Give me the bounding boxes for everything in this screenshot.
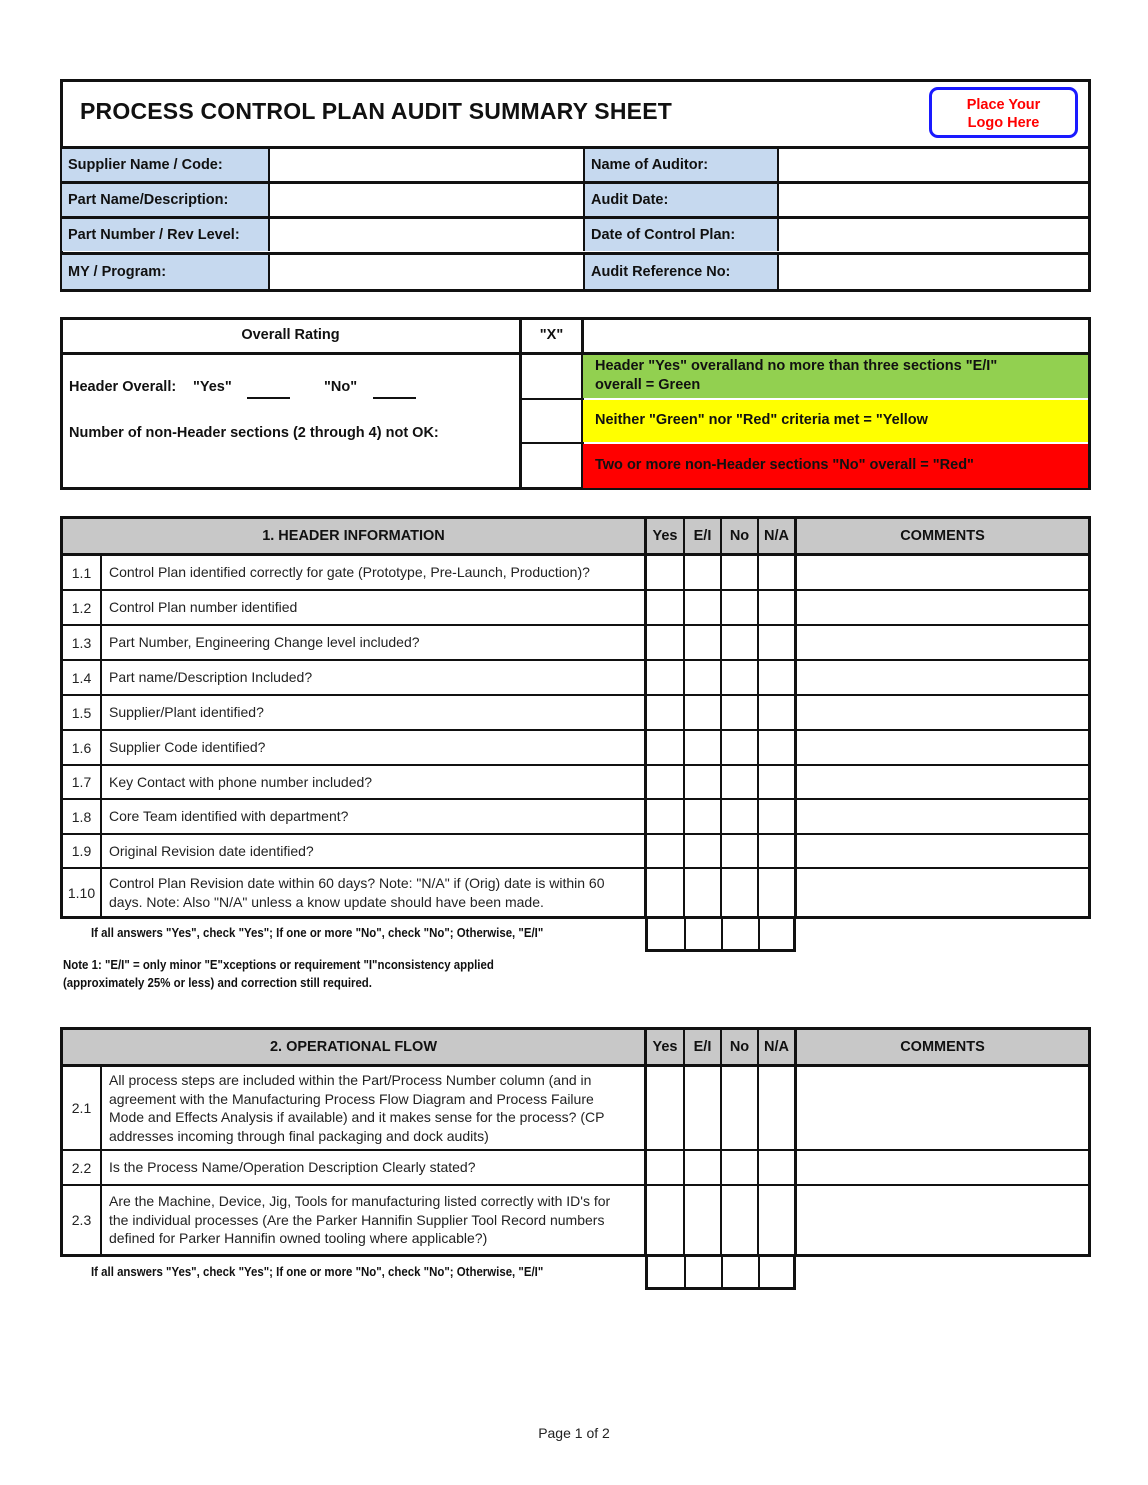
criteria-red-text: Two or more non-Header sections "No" overall = "Red" <box>595 457 974 473</box>
section-1-summary-boxes <box>645 917 796 952</box>
question-text: Original Revision date identified? <box>109 842 314 859</box>
criteria-green-line-2: overall = Green <box>595 377 701 393</box>
row-number: 2.3 <box>71 1212 92 1228</box>
non-header-sections-label: Number of non-Header sections (2 through 4) not OK: <box>69 425 439 441</box>
program-field[interactable] <box>270 255 583 289</box>
supplier-name-field[interactable] <box>270 149 583 181</box>
no-blank-line[interactable] <box>373 397 416 399</box>
question-text: Core Team identified with department? <box>109 808 349 825</box>
col-comments-header: COMMENTS <box>797 519 1088 553</box>
criteria-yellow <box>583 400 1088 442</box>
question-text: Control Plan number identified <box>109 599 298 616</box>
question-text: All process steps are included within the Part/Process Number column (and in agreement with the Manufacturing Process Flow Diagram and Process Failure Mode and Effects Analysis if available) and it makes sense for the process? (CP addresses incoming through final packaging and dock audits) <box>109 1072 605 1144</box>
control-plan-date-label: Date of Control Plan: <box>585 219 777 251</box>
info-row-1 <box>62 146 1089 181</box>
criteria-green-line-1: Header "Yes" overalland no more than three sections "E/I" <box>595 358 998 374</box>
x-column-header: "X" <box>539 327 564 343</box>
note-1-line-2: (approximately 25% or less) and correction still required. <box>63 975 372 990</box>
question-text: Control Plan identified correctly for gate (Prototype, Pre-Launch, Production)? <box>109 564 590 581</box>
part-name-label: Part Name/Description: <box>62 184 268 216</box>
logo-line-1: Place Your <box>966 97 1041 113</box>
question-text: Key Contact with phone number included? <box>109 773 373 790</box>
note-1-line-1: Note 1: "E/I" = only minor "E"xceptions or requirement "I"nconsistency applied <box>63 957 494 972</box>
info-row-2 <box>62 181 1089 216</box>
part-number-field[interactable] <box>270 219 583 251</box>
question-text: Part name/Description Included? <box>109 669 313 686</box>
col-yes-header: Yes <box>647 1030 683 1064</box>
question-text: Supplier/Plant identified? <box>109 704 264 721</box>
part-name-field[interactable] <box>270 184 583 216</box>
row-number: 1.1 <box>71 564 92 581</box>
info-row-4 <box>62 252 1089 289</box>
logo-line-2: Logo Here <box>967 115 1040 131</box>
audit-date-label: Audit Date: <box>585 184 777 216</box>
audit-reference-field[interactable] <box>779 255 1089 289</box>
row-number: 2.2 <box>71 1159 92 1176</box>
col-yes-header: Yes <box>647 519 683 553</box>
col-na-header: N/A <box>759 519 794 553</box>
col-na-header: N/A <box>759 1030 794 1064</box>
section-2-title: 2. OPERATIONAL FLOW <box>63 1030 644 1064</box>
part-number-label: Part Number / Rev Level: <box>62 219 268 251</box>
question-text: Control Plan Revision date within 60 days? Note: "N/A" if (Orig) date is within 60 days. Note: Also "N/A" unless a know update should have been made. <box>109 875 605 910</box>
auditor-name-field[interactable] <box>779 149 1089 181</box>
control-plan-date-field[interactable] <box>779 219 1089 251</box>
overall-rating-header: Overall Rating <box>241 327 340 343</box>
row-number: 1.3 <box>71 634 92 651</box>
header-overall-label: Header Overall: <box>69 379 177 395</box>
col-ei-header: E/I <box>685 1030 720 1064</box>
page-title: PROCESS CONTROL PLAN AUDIT SUMMARY SHEET <box>80 98 672 124</box>
auditor-name-label: Name of Auditor: <box>585 149 777 181</box>
yes-label: "Yes" <box>193 379 232 395</box>
question-text: Are the Machine, Device, Jig, Tools for manufacturing listed correctly with ID's for the individual processes (Are the Parker Hannifin Supplier Tool Record numbers defined for Parker Hannifin owned tooling where applicable?) <box>109 1193 611 1247</box>
row-number: 1.2 <box>71 599 92 616</box>
summary-yes-box[interactable] <box>648 1255 684 1287</box>
summary-na-box[interactable] <box>760 917 793 949</box>
page-number: Page 1 of 2 <box>538 1425 610 1441</box>
info-row-3 <box>62 216 1089 251</box>
question-text: Is the Process Name/Operation Description Clearly stated? <box>109 1159 476 1176</box>
criteria-yellow-text: Neither "Green" nor "Red" criteria met = "Yellow <box>595 412 928 428</box>
summary-no-box[interactable] <box>723 917 758 949</box>
question-text: Supplier Code identified? <box>109 739 266 756</box>
summary-ei-box[interactable] <box>686 1255 721 1287</box>
row-number: 1.5 <box>71 704 92 721</box>
section-2-summary-instruction: If all answers "Yes", check "Yes"; If one or more "No", check "No"; Otherwise, "E/I" <box>91 1264 544 1279</box>
section-1-title: 1. HEADER INFORMATION <box>63 519 644 553</box>
row-number: 1.8 <box>71 808 92 825</box>
question-text: Part Number, Engineering Change level included? <box>109 634 420 651</box>
row-number: 1.7 <box>71 774 92 790</box>
audit-reference-label: Audit Reference No: <box>585 255 777 289</box>
x-yellow-cell[interactable] <box>522 400 581 442</box>
summary-na-box[interactable] <box>760 1255 793 1287</box>
col-no-header: No <box>722 519 757 553</box>
row-number: 2.1 <box>71 1100 92 1116</box>
section-2-summary-boxes <box>645 1255 796 1290</box>
col-no-header: No <box>722 1030 757 1064</box>
criteria-green <box>583 355 1088 398</box>
yes-blank-line[interactable] <box>247 397 290 399</box>
row-number: 1.6 <box>71 739 92 756</box>
program-label: MY / Program: <box>62 255 268 289</box>
supplier-name-label: Supplier Name / Code: <box>62 149 268 181</box>
row-number: 1.4 <box>71 669 92 686</box>
summary-yes-box[interactable] <box>648 917 684 949</box>
no-label: "No" <box>324 379 358 395</box>
col-comments-header: COMMENTS <box>797 1030 1088 1064</box>
audit-date-field[interactable] <box>779 184 1089 216</box>
x-red-cell[interactable] <box>522 444 581 488</box>
x-green-cell[interactable] <box>522 355 581 398</box>
summary-no-box[interactable] <box>723 1255 758 1287</box>
section-1-summary-instruction: If all answers "Yes", check "Yes"; If one or more "No", check "No"; Otherwise, "E/I" <box>91 925 544 940</box>
logo-placeholder <box>929 87 1078 138</box>
row-number: 1.10 <box>67 884 96 901</box>
row-number: 1.9 <box>71 843 92 859</box>
criteria-red <box>583 444 1088 488</box>
col-ei-header: E/I <box>685 519 720 553</box>
summary-ei-box[interactable] <box>686 917 721 949</box>
